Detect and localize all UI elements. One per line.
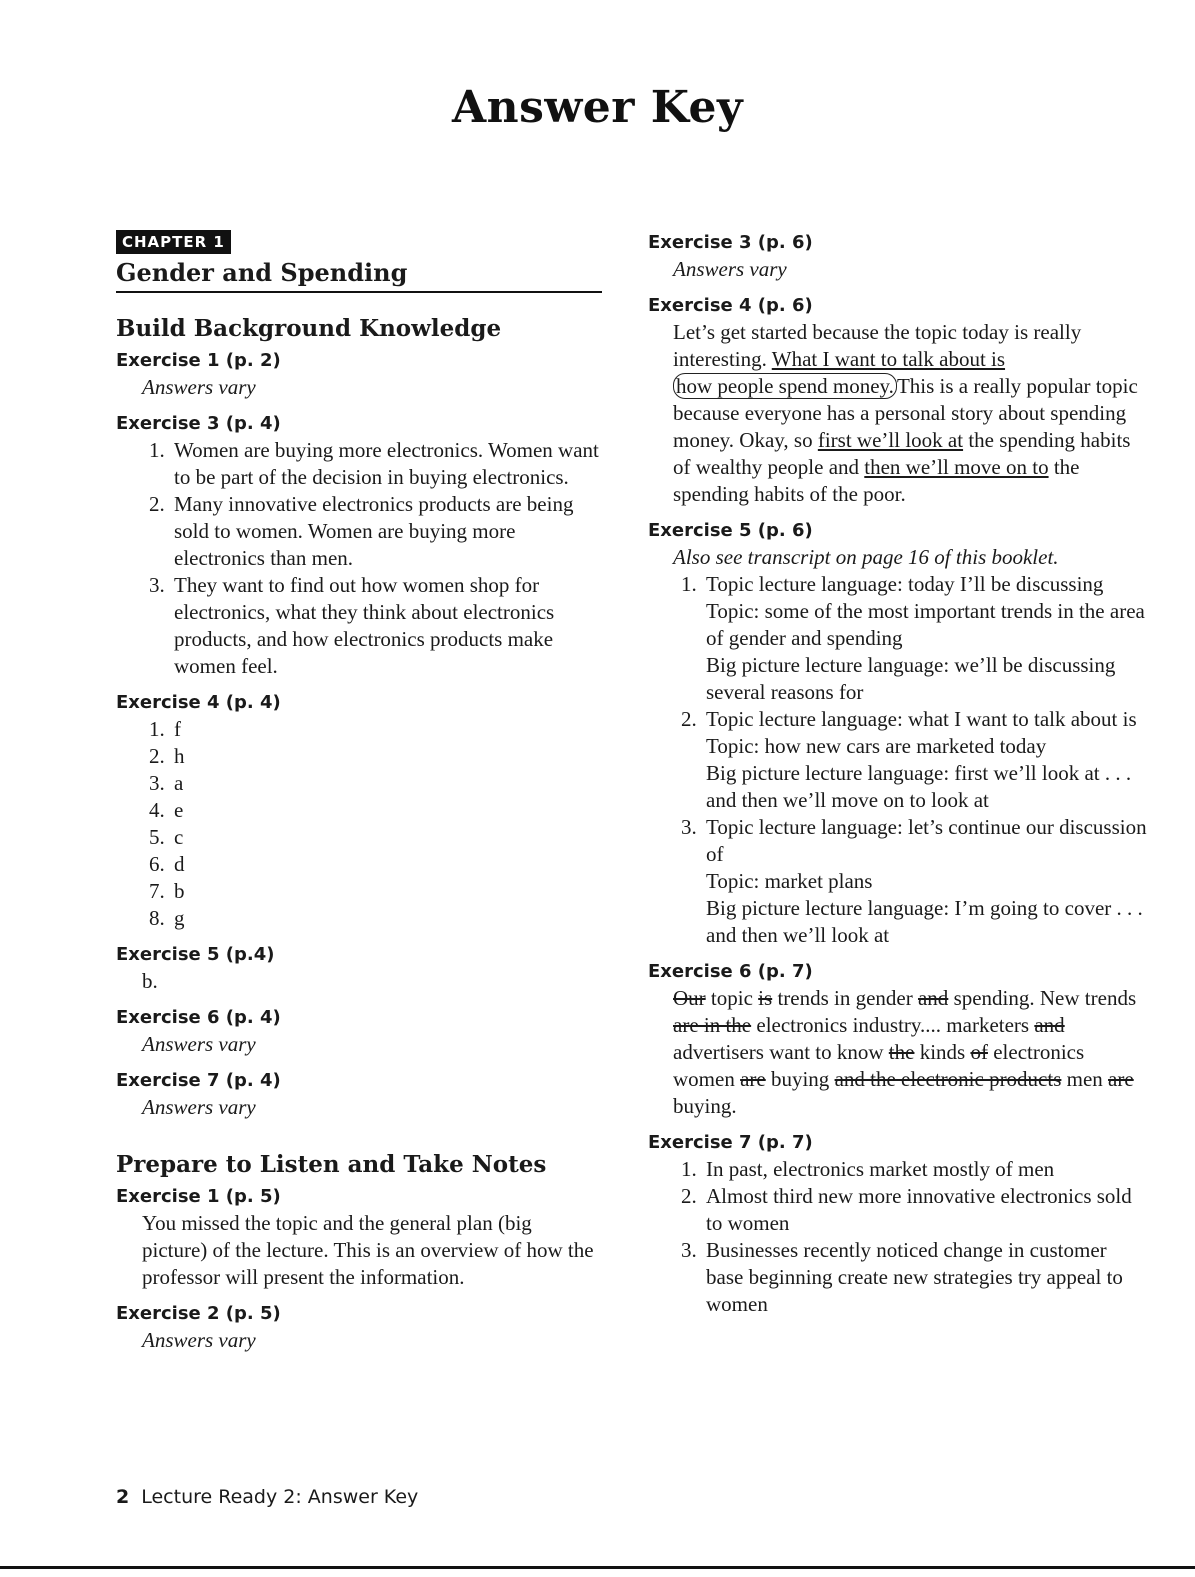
exercise-heading: Exercise 7 (p. 4) [116, 1070, 281, 1091]
text-segment: trends in gender [772, 986, 918, 1010]
underlined-phrase: then we’ll move on to [864, 455, 1049, 479]
answer-text: Answers vary [673, 257, 787, 281]
text-segment: This is a really popular topic because everyone has a personal story about spending money. Okay, so [673, 374, 1138, 452]
list-item: 5. c [170, 824, 602, 851]
exercise-heading: Exercise 3 (p. 6) [648, 232, 813, 253]
text-segment: the spending habits of wealthy people and [673, 428, 1131, 479]
list-item: 1. Women are buying more electronics. Women want to be part of the decision in buying electronics. [170, 437, 602, 491]
text-segment: buying. [673, 1094, 737, 1118]
answer-text: You missed the topic and the general plan (big picture) of the lecture. This is an overview of how the professor will present the information. [142, 1211, 594, 1289]
list-line: 2. Topic lecture language: what I want to talk about is [706, 707, 1137, 731]
list-item: 2. h [170, 743, 602, 770]
text-segment: kinds [914, 1040, 971, 1064]
answer-text: b. [142, 969, 158, 993]
chapter-title: Gender and Spending [116, 258, 602, 293]
list-line: Big picture lecture language: we’ll be discussing several reasons for [706, 653, 1116, 704]
exercise-heading: Exercise 1 (p. 2) [116, 350, 281, 371]
text-segment: electronics women [673, 1040, 1085, 1091]
struck-word: Our [673, 986, 706, 1010]
list-item [702, 706, 1148, 814]
answer-list [648, 571, 1148, 949]
exercise-heading: Exercise 6 (p. 4) [116, 1007, 281, 1028]
exercise-heading: Exercise 2 (p. 5) [116, 1303, 281, 1324]
struck-word: the [888, 1040, 915, 1064]
exercise-heading: Exercise 6 (p. 7) [648, 961, 813, 982]
list-item: 1. In past, electronics market mostly of men [702, 1156, 1148, 1183]
underlined-phrase: What I want to talk about is [771, 347, 1006, 371]
list-item: 6. d [170, 851, 602, 878]
list-line: 1. Topic lecture language: today I’ll be discussing [706, 572, 1104, 596]
page-footer [116, 1486, 418, 1508]
answer-text: Answers vary [142, 1095, 256, 1119]
exercise-heading: Exercise 4 (p. 4) [116, 692, 281, 713]
section-title-build: Build Background Knowledge [116, 315, 502, 342]
struck-word: are in the [673, 1013, 752, 1037]
struck-word: and the electronic products [834, 1067, 1062, 1091]
list-item: 8. g [170, 905, 602, 932]
struck-word: and [1034, 1013, 1065, 1037]
text-segment: electronics industry.... marketers [751, 1013, 1035, 1037]
answer-list [116, 716, 602, 932]
list-item [702, 571, 1148, 706]
exercise-heading: Exercise 5 (p. 6) [648, 520, 813, 541]
list-line: 3. Topic lecture language: let’s continue our discussion of [706, 815, 1147, 866]
list-item: 1. f [170, 716, 602, 743]
exercise-heading: Exercise 4 (p. 6) [648, 295, 813, 316]
list-item: 2. Almost third new more innovative electronics sold to women [702, 1183, 1148, 1237]
answer-list [116, 437, 602, 680]
text-segment: advertisers want to know [673, 1040, 889, 1064]
list-line: Topic: how new cars are marketed today [706, 734, 1047, 758]
page-title: Answer Key [451, 82, 744, 133]
exercise-heading: Exercise 3 (p. 4) [116, 413, 281, 434]
list-item: 4. e [170, 797, 602, 824]
footer-title: Lecture Ready 2: Answer Key [141, 1486, 419, 1508]
edited-paragraph [648, 985, 1148, 1120]
exercise-heading: Exercise 7 (p. 7) [648, 1132, 813, 1153]
text-segment: men [1061, 1067, 1109, 1091]
circled-phrase: how people spend money. [673, 373, 897, 399]
answer-paragraph [648, 319, 1148, 508]
page-number: 2 [116, 1486, 130, 1508]
text-segment: spending. New trends [948, 986, 1137, 1010]
answer-list [648, 1156, 1148, 1318]
struck-word: is [758, 986, 773, 1010]
answer-text: Answers vary [142, 375, 256, 399]
struck-word: of [970, 1040, 988, 1064]
text-segment: the spending habits of the poor. [673, 455, 1080, 506]
chapter-badge: CHAPTER 1 [116, 230, 231, 254]
answer-text: Answers vary [142, 1328, 256, 1352]
answer-note: Also see transcript on page 16 of this booklet. [673, 545, 1059, 569]
list-line: Big picture lecture language: first we’ll look at . . . and then we’ll move on to look at [706, 761, 1132, 812]
answer-text: Answers vary [142, 1032, 256, 1056]
section-title-prepare: Prepare to Listen and Take Notes [116, 1151, 547, 1178]
right-column [648, 230, 1148, 1318]
list-item [702, 814, 1148, 949]
struck-word: and [917, 986, 949, 1010]
bottom-rule [0, 1566, 1195, 1569]
list-line: Topic: market plans [706, 869, 873, 893]
exercise-heading: Exercise 5 (p.4) [116, 944, 275, 965]
text-segment: Let’s get started because the topic today is really interesting. [673, 320, 1082, 371]
list-line: Topic: some of the most important trends in the area of gender and spending [706, 599, 1145, 650]
struck-word: are [1108, 1067, 1134, 1091]
list-item: 3. They want to find out how women shop for electronics, what they think about electronics products, and how electronics products make women feel. [170, 572, 602, 680]
left-column [116, 230, 602, 1354]
list-line: Big picture lecture language: I’m going to cover . . . and then we’ll look at [706, 896, 1143, 947]
list-item: 2. Many innovative electronics products are being sold to women. Women are buying more electronics than men. [170, 491, 602, 572]
list-item: 3. Businesses recently noticed change in customer base beginning create new strategies try appeal to women [702, 1237, 1148, 1318]
exercise-heading: Exercise 1 (p. 5) [116, 1186, 281, 1207]
text-segment: buying [765, 1067, 835, 1091]
list-item: 7. b [170, 878, 602, 905]
text-segment: topic [705, 986, 759, 1010]
underlined-phrase: first we’ll look at [817, 428, 964, 452]
struck-word: are [740, 1067, 766, 1091]
list-item: 3. a [170, 770, 602, 797]
